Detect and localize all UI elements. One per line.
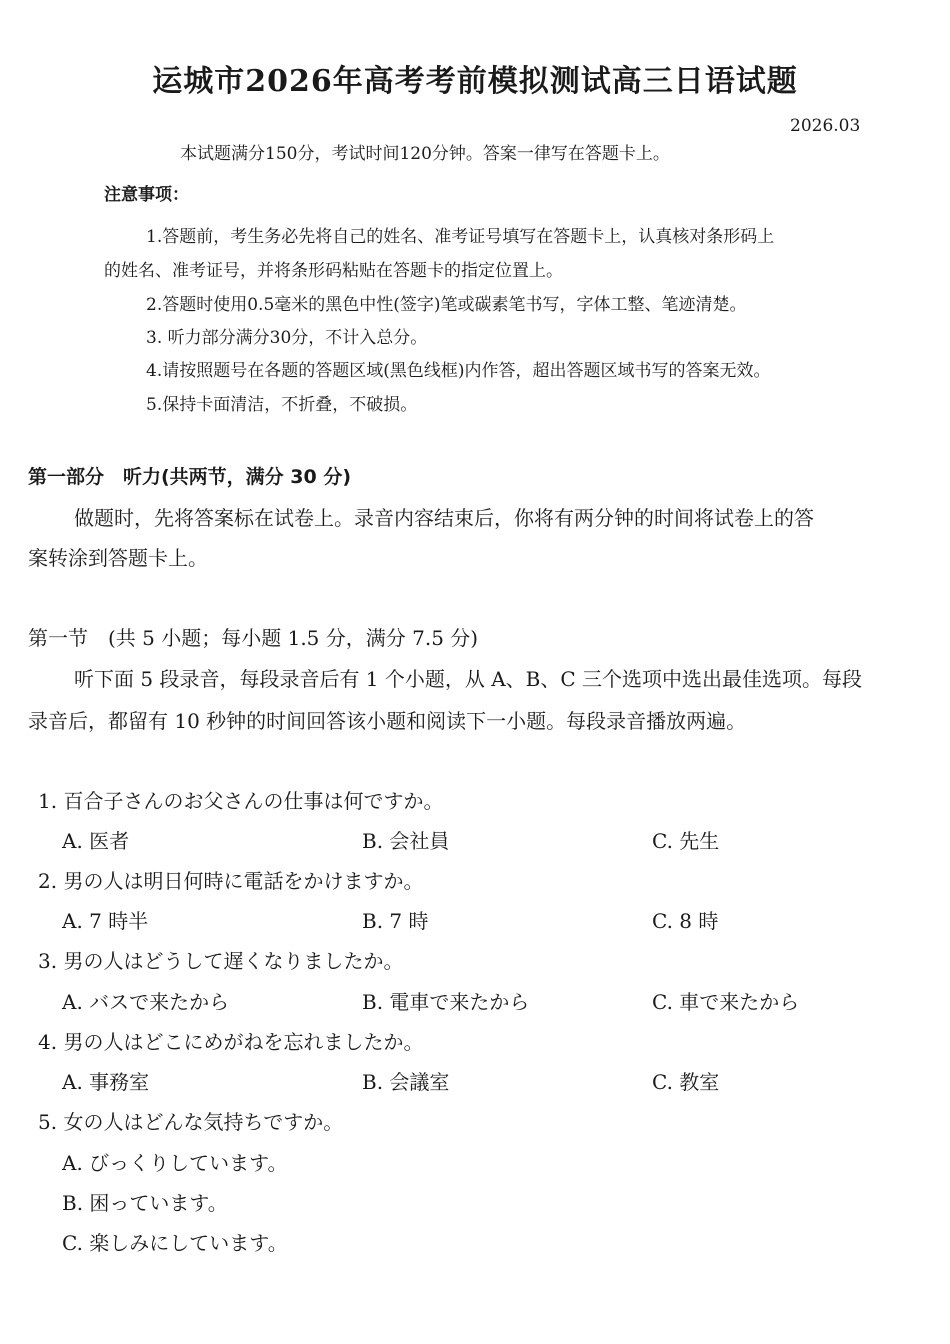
question-5-option-a: A. びっくりしています。	[62, 1151, 288, 1175]
question-1-option-a: A. 医者	[62, 829, 130, 853]
section1-instruction-line2: 录音后，都留有 10 秒钟的时间回答该小题和阅读下一小题。每段录音播放两遍。	[28, 709, 747, 733]
question-1-option-b: B. 会社員	[362, 829, 450, 853]
part1-instruction-line1: 做题时，先将答案标在试卷上。录音内容结束后，你将有两分钟的时间将试卷上的答	[74, 506, 814, 530]
notice-heading: 注意事项：	[104, 185, 189, 205]
question-3-option-b: B. 電車で来たから	[362, 990, 530, 1014]
question-2-option-b: B. 7 時	[362, 909, 429, 933]
question-2-option-c: C. 8 時	[652, 909, 719, 933]
notice-item-4: 4.请按照题号在各题的答题区域(黑色线框)内作答，超出答题区域书写的答案无效。	[146, 361, 771, 381]
question-2-option-a: A. 7 時半	[62, 909, 149, 933]
section1-instruction-line1: 听下面 5 段录音，每段录音后有 1 个小题，从 A、B、C 三个选项中选出最佳选项。每段	[74, 667, 863, 691]
question-5-option-c: C. 楽しみにしています。	[62, 1231, 288, 1255]
question-3: 3. 男の人はどうして遅くなりましたか。	[38, 949, 404, 973]
exam-date: 2026.03	[790, 116, 861, 136]
question-2: 2. 男の人は明日何時に電話をかけますか。	[38, 869, 424, 893]
question-1: 1. 百合子さんのお父さんの仕事は何ですか。	[38, 789, 444, 813]
question-5-option-b: B. 困っています。	[62, 1191, 228, 1215]
part1-heading: 第一部分 听力(共两节，满分 30 分)	[28, 466, 352, 488]
question-4-option-c: C. 教室	[652, 1070, 720, 1094]
notice-item-5: 5.保持卡面清洁，不折叠，不破损。	[146, 395, 418, 415]
notice-item-2: 2.答题时使用0.5毫米的黑色中性(签字)笔或碳素笔书写，字体工整、笔迹清楚。	[146, 295, 747, 315]
question-4-option-a: A. 事務室	[62, 1070, 150, 1094]
section1-heading: 第一节 (共 5 小题；每小题 1.5 分，满分 7.5 分)	[28, 626, 479, 650]
notice-item-1-cont: 的姓名、准考证号，并将条形码粘贴在答题卡的指定位置上。	[104, 261, 563, 281]
question-5: 5. 女の人はどんな気持ちですか。	[38, 1110, 344, 1134]
notice-item-1: 1.答题前，考生务必先将自己的姓名、准考证号填写在答题卡上，认真核对条形码上	[146, 227, 775, 247]
part1-instruction-line2: 案转涂到答题卡上。	[28, 546, 208, 570]
exam-intro: 本试题满分150分，考试时间120分钟。答案一律写在答题卡上。	[180, 144, 670, 164]
question-1-option-c: C. 先生	[652, 829, 720, 853]
question-3-option-a: A. バスで来たから	[62, 990, 230, 1014]
question-4: 4. 男の人はどこにめがねを忘れましたか。	[38, 1030, 424, 1054]
exam-title: 运城市2026年高考考前模拟测试高三日语试题	[152, 64, 798, 99]
question-4-option-b: B. 会議室	[362, 1070, 450, 1094]
question-3-option-c: C. 車で来たから	[652, 990, 800, 1014]
notice-item-3: 3. 听力部分满分30分，不计入总分。	[146, 328, 428, 348]
